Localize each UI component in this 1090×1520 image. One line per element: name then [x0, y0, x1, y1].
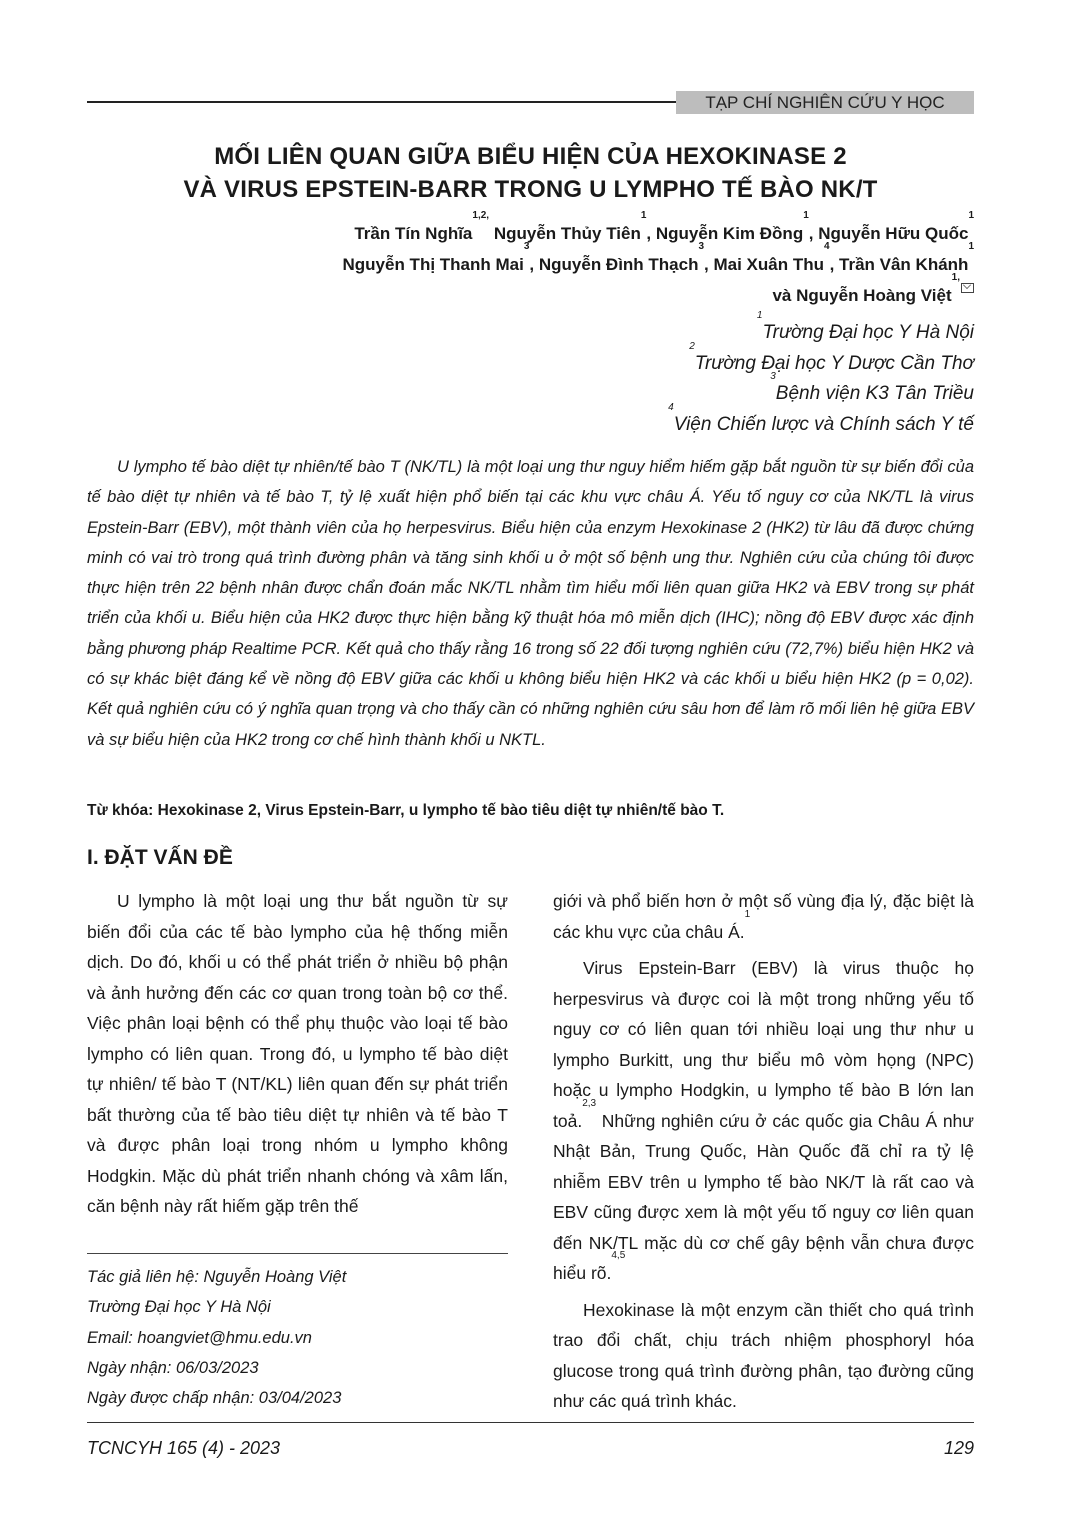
affiliation-item: $^4$Viện Chiến lược và Chính sách Y tế	[668, 401, 974, 435]
author-name: Nguyễn Hoàng Việt	[796, 286, 952, 305]
body-paragraph: Virus Epstein-Barr (EBV) là virus thuộc họ herpesvirus và được coi là một trong những yếu tố nguy cơ có liên quan tới nhiều loại ung thư như u lympho Burkitt, ung thư biểu mô vòm họng (NPC) hoặc u lympho Hodgkin, u lympho tế bào B lớn lan toả.$^{2,3}$ Những nghiên cứu ở các quốc gia Châu Á như Nhật Bản, Trung Quốc, Hàn Quốc đã chỉ ra tỷ lệ nhiễm EBV trên u lympho tế bào NK/T là rất cao và EBV cũng được xem là một yếu tố nguy cơ liên quan đến NK/TL mặc dù cơ chế gây bệnh vẫn chưa được hiểu rõ.$^{4,5}$	[553, 958, 974, 1283]
title-line-2: VÀ VIRUS EPSTEIN-BARR TRONG U LYMPHO TẾ BÀO NK/T	[183, 176, 878, 203]
author-name: Nguyễn Kim Đồng	[655, 224, 804, 243]
author-line-2: Nguyễn Thị Thanh Mai$^3$, Nguyễn Đình Thạch$^3$, Mai Xuân Thu$^4$, Trần Vân Khánh$^1$	[342, 241, 974, 274]
author-list	[87, 210, 974, 311]
header-rule	[87, 101, 677, 103]
article-title	[87, 140, 974, 206]
keywords: Từ khóa: Hexokinase 2, Virus Epstein-Barr, u lympho tế bào tiêu diệt tự nhiên/tế bào T.	[87, 802, 725, 819]
body-paragraph: giới và phổ biến hơn ở một số vùng địa lý, đặc biệt là các khu vực của châu Á.$^1$	[553, 891, 974, 942]
footnote-line: Tác giả liên hệ: Nguyễn Hoàng Việt	[87, 1268, 347, 1286]
citation: 4,5	[611, 1250, 626, 1261]
author-name: Nguyễn Thủy Tiên	[493, 224, 641, 243]
body-column-left	[87, 886, 508, 1222]
affiliation-item: $^2$Trường Đại học Y Dược Cần Thơ	[689, 340, 974, 374]
footer-rule	[87, 1422, 974, 1423]
author-name: Trần Vân Khánh	[839, 255, 969, 274]
author-name: Nguyễn Thị Thanh Mai	[342, 255, 524, 274]
body-paragraph: Hexokinase là một enzym cần thiết cho quá trình trao đổi chất, chịu trách nhiệm phosphoryl hóa glucose trong quá trình đường phân, tạo đường cũng như các quá trình khác.	[553, 1299, 974, 1411]
affiliation-item: $^3$Bệnh viện K3 Tân Triều	[770, 371, 974, 404]
body-column-right	[553, 886, 974, 1417]
journal-name: TẠP CHÍ NGHIÊN CỨU Y HỌC	[676, 91, 974, 114]
body-paragraph: U lympho là một loại ung thư bắt nguồn từ sự biến đổi của các tế bào lympho của hệ thống miễn dịch. Do đó, khối u có thể phát triển ở nhiều bộ phận và ảnh hưởng đến các cơ quan trong toàn bộ cơ thể. Việc phân loại bệnh có thể phụ thuộc vào loại tế bào lympho có liên quan. Trong đó, u lympho tế bào diệt tự nhiên/ tế bào T (NT/KL) liên quan đến sự phát triển bất thường của tế bào tiêu diệt tự nhiên và tế bào T và được phân loại trong nhóm u lympho không Hodgkin. Mặc dù phát triển nhanh chóng và xâm lấn, căn bệnh này rất hiếm gặp trên thế	[87, 891, 508, 1216]
author-name: Trần Tín Nghĩa	[354, 224, 473, 243]
journal-issue: TCNCYH 165 (4) - 2023	[87, 1438, 281, 1458]
author-name: Mai Xuân Thu	[713, 255, 824, 274]
affiliation-item: $^1$Trường Đại học Y Hà Nội	[756, 310, 974, 343]
footnote-line: Ngày nhận: 06/03/2023	[87, 1358, 259, 1377]
footnote-email: Email: hoangviet@hmu.edu.vn	[87, 1328, 312, 1347]
affiliation-list	[374, 310, 974, 440]
author-name: Nguyễn Hữu Quốc	[818, 224, 969, 243]
correspondence-footnote	[87, 1262, 508, 1413]
page-number: 129	[943, 1438, 974, 1458]
section-heading: I. ĐẶT VẤN ĐỀ	[87, 846, 233, 869]
envelope-icon	[961, 283, 974, 293]
footnote-rule	[87, 1253, 508, 1254]
title-line-1: MỐI LIÊN QUAN GIỮA BIỂU HIỆN CỦA HEXOKINASE 2	[214, 143, 847, 170]
author-name: Nguyễn Đình Thạch	[538, 255, 699, 274]
abstract: U lympho tế bào diệt tự nhiên/tế bào T (NK/TL) là một loại ung thư nguy hiểm hiếm gặp bắt nguồn từ sự biến đổi của tế bào diệt tự nhiên và tế bào T, tỷ lệ xuất hiện phổ biến tại các khu vực châu Á. Yếu tố nguy cơ của NK/TL là virus Epstein-Barr (EBV), một thành viên của họ herpesvirus. Biểu hiện của enzym Hexokinase 2 (HK2) từ lâu đã được chứng minh có vai trò trong quá trình đường phân và tăng sinh khối u ở một số bệnh ung thư. Nghiên cứu của chúng tôi được thực hiện trên 22 bệnh nhân được chẩn đoán mắc NK/TL nhằm tìm hiểu mối liên quan giữa HK2 và EBV trong sự phát triển của khối u. Biểu hiện của HK2 được thực hiện bằng kỹ thuật hóa mô miễn dịch (IHC); nồng độ EBV được xác định bằng phương pháp Realtime PCR. Kết quả cho thấy rằng 16 trong số 22 đối tượng nghiên cứu (72,7%) biểu hiện HK2 và có sự khác biệt đáng kể về nồng độ EBV giữa các khối u không biểu hiện HK2 và các khối u biểu hiện HK2 (p = 0,02). Kết quả nghiên cứu có ý nghĩa quan trọng và cho thấy cần có những nghiên cứu sâu hơn để làm rõ mối liên hệ giữa EBV và sự biểu hiện của HK2 trong cơ chế hình thành khối u NKTL.	[87, 458, 974, 749]
author-line-3: và Nguyễn Hoàng Việt$^{1,}$	[87, 280, 974, 311]
citation: 1	[744, 908, 751, 920]
footnote-line: Ngày được chấp nhận: 03/04/2023	[87, 1389, 342, 1408]
citation: 2,3	[582, 1097, 597, 1109]
author-line-1: Trần Tín Nghĩa$^{1,2,}$ Nguyễn Thủy Tiên$^1$, Nguyễn Kim Đồng$^1$, Nguyễn Hữu Quốc$^1$	[354, 210, 974, 243]
footnote-line: Trường Đại học Y Hà Nội	[87, 1298, 271, 1317]
